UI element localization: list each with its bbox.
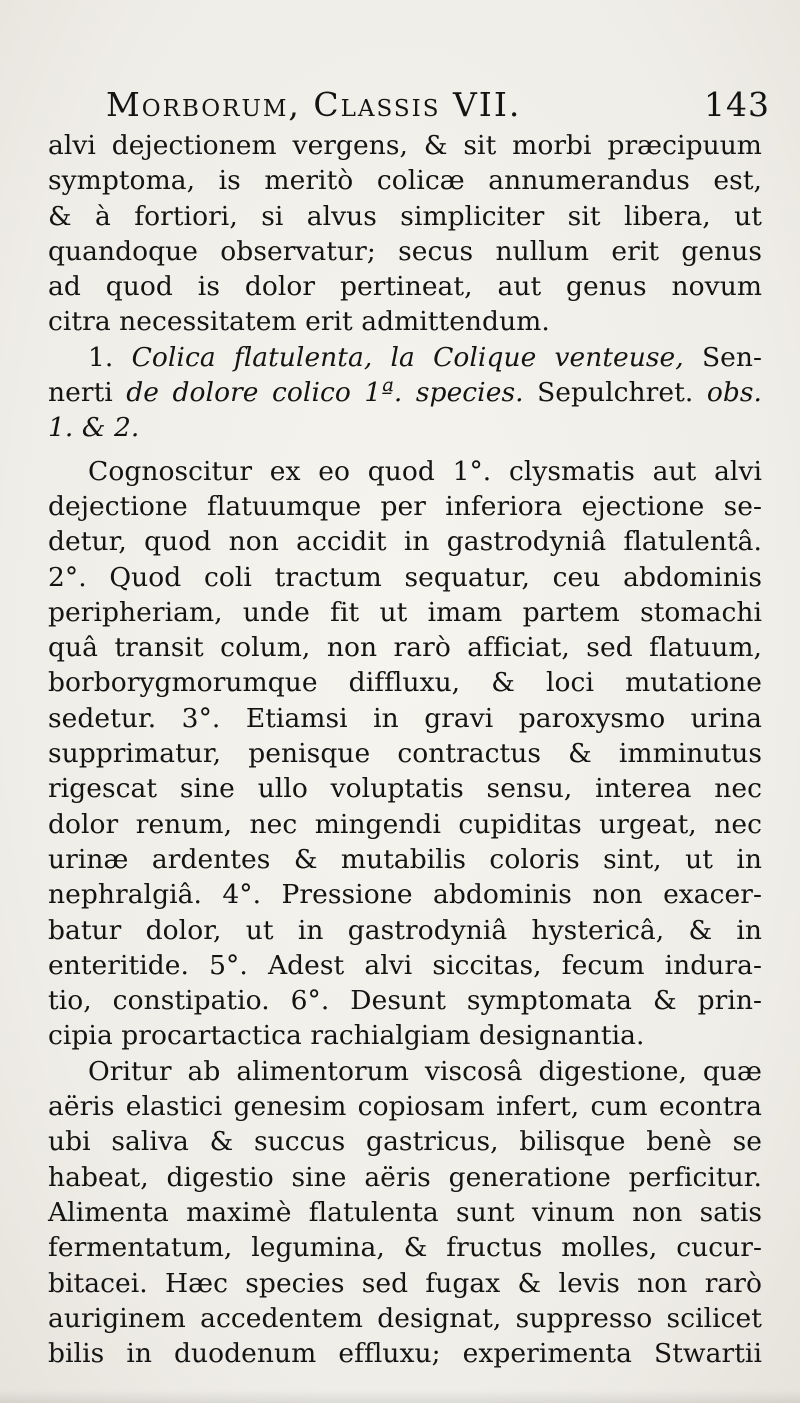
text-line: bilis in duodenum effluxu; experimenta Stwartii	[48, 1338, 762, 1370]
species-heading-line	[48, 340, 762, 375]
text-line: rigescat sine ullo voluptatis sensu, interea nec	[48, 773, 762, 805]
text-line: enteritide. 5°. Adest alvi siccitas, fecum indura-	[48, 949, 762, 981]
running-header	[48, 80, 770, 130]
text-line: sedetur. 3°. Etiamsi in gravi paroxysmo urina	[48, 702, 762, 734]
text-line: & à fortiori, si alvus simpliciter sit libera, ut	[48, 200, 762, 232]
species-name: Colica flatulenta,	[131, 341, 373, 373]
page-number: 143	[704, 85, 770, 124]
species-number: 1.	[88, 341, 114, 373]
species-reference: de dolore colico 1ª. species.	[126, 377, 524, 409]
text-line: peripheriam, unde fit ut imam partem stomachi	[48, 596, 762, 628]
species-french-name: la Colique venteuse,	[390, 341, 684, 373]
species-heading-line: 1. & 2.	[48, 412, 140, 444]
text-line: supprimatur, penisque contractus & imminutus	[48, 738, 762, 770]
text-line: cipia procartactica rachialgiam designantia.	[48, 1020, 645, 1052]
species-heading-line	[48, 375, 762, 410]
text-line: dolor renum, nec mingendi cupiditas urgeat, nec	[48, 808, 762, 840]
page-body	[48, 128, 762, 1371]
text-line: citra necessitatem erit admittendum.	[48, 306, 550, 338]
species-source: Sepulchret.	[537, 377, 694, 409]
text-line: aëris elastici genesim copiosam infert, cum econtra	[48, 1091, 762, 1123]
text-line: nephralgiâ. 4°. Pressione abdominis non exacer-	[48, 879, 762, 911]
text-line: symptoma, is meritò colicæ annumerandus est,	[48, 165, 762, 197]
text-line: fermentatum, legumina, & fructus molles, cucur-	[48, 1232, 762, 1264]
text-line: Oritur ab alimentorum viscosâ digestione, quæ	[88, 1055, 762, 1087]
text-line: bitacei. Hæc species sed fugax & levis non rarò	[48, 1267, 762, 1299]
text-line: detur, quod non accidit in gastrodyniâ flatulentâ.	[48, 526, 762, 558]
text-line: ubi saliva & succus gastricus, bilisque benè se	[48, 1126, 762, 1158]
text-line: urinæ ardentes & mutabilis coloris sint, ut in	[48, 843, 762, 875]
species-author-rest: nerti	[48, 377, 113, 409]
text-line: alvi dejectionem vergens, & sit morbi præcipuum	[48, 130, 762, 161]
text-line: Alimenta maximè flatulenta sunt vinum non satis	[48, 1196, 762, 1228]
species-author: Sen-	[701, 341, 763, 373]
page-bottom-edge	[0, 1390, 800, 1403]
text-line: ad quod is dolor pertineat, aut genus novum	[48, 271, 762, 303]
text-line: batur dolor, ut in gastrodyniâ hystericâ, & in	[48, 914, 762, 946]
header-title: Morborum, Classis VII.	[106, 85, 522, 124]
text-line: tio, constipatio. 6°. Desunt symptomata & prin-	[48, 985, 762, 1017]
text-line: Cognoscitur ex eo quod 1°. clysmatis aut alvi	[88, 455, 762, 487]
text-line: quandoque observatur; secus nullum erit genus	[48, 235, 762, 267]
text-line: habeat, digestio sine aëris generatione perficitur.	[48, 1161, 762, 1193]
species-obs: obs.	[706, 377, 762, 409]
text-line: auriginem accedentem designat, suppresso scilicet	[48, 1302, 762, 1334]
text-line: 2°. Quod coli tractum sequatur, ceu abdominis	[48, 561, 762, 593]
text-line: quâ transit colum, non rarò afficiat, sed flatuum,	[48, 632, 762, 664]
text-line: borborygmorumque diffluxu, & loci mutatione	[48, 667, 762, 699]
text-line: dejectione flatuumque per inferiora ejectione se-	[48, 490, 762, 522]
